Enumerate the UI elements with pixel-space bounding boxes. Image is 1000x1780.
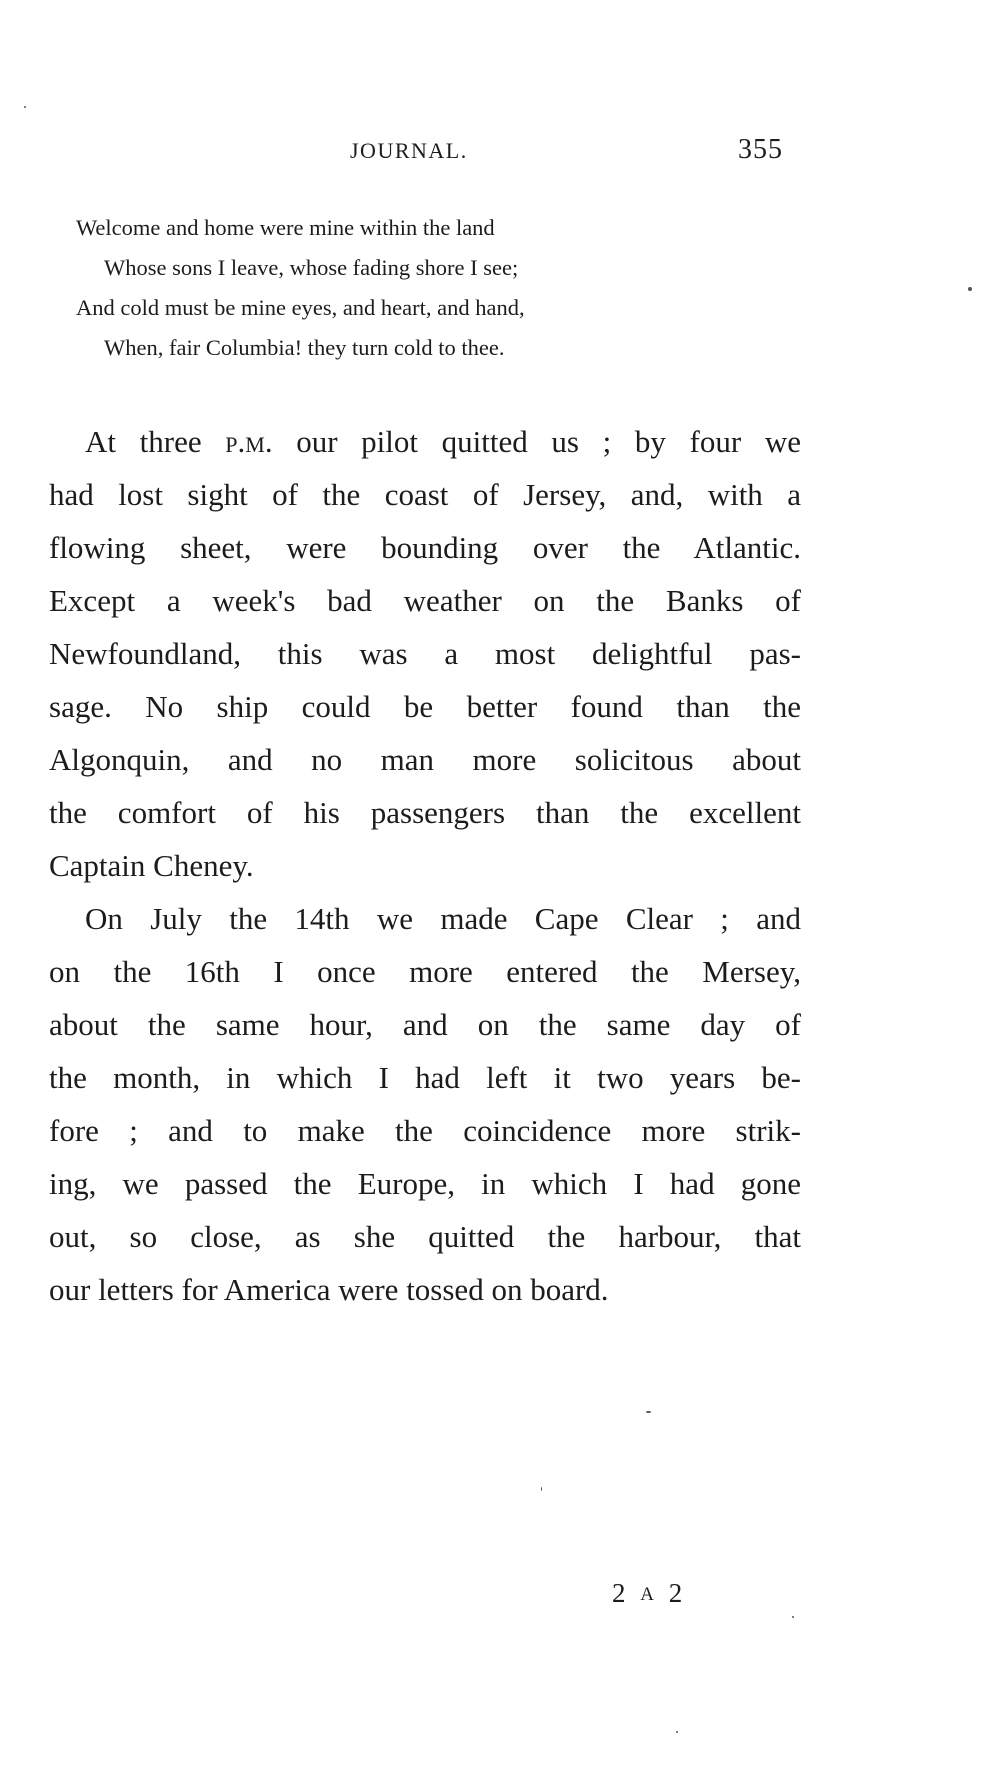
text-line: Captain Cheney. bbox=[49, 848, 254, 883]
text-line: out, so close, as she quitted the harbour, that bbox=[49, 1219, 801, 1254]
text-line: on the 16th I once more entered the Mersey, bbox=[49, 954, 801, 989]
printer-signature-mark bbox=[612, 1578, 686, 1609]
paragraph-2 bbox=[49, 892, 801, 1316]
pm-abbreviation: p.m. bbox=[225, 424, 273, 459]
text-fragment: our pilot quitted us ; by four we bbox=[272, 424, 801, 459]
signature-letter: A bbox=[640, 1584, 658, 1605]
text-line: Except a week's bad weather on the Banks of bbox=[49, 583, 801, 618]
text-line: fore ; and to make the coincidence more strik- bbox=[49, 1113, 801, 1148]
scan-speck bbox=[968, 287, 972, 291]
signature-number: 2 bbox=[612, 1578, 630, 1608]
text-line: the month, in which I had left it two years be- bbox=[49, 1060, 801, 1095]
text-line: Newfoundland, this was a most delightful pas- bbox=[49, 636, 801, 671]
body-text bbox=[49, 415, 801, 1316]
text-line: our letters for America were tossed on board. bbox=[49, 1272, 609, 1307]
running-title: JOURNAL. bbox=[350, 138, 468, 163]
verse-line: Welcome and home were mine within the land bbox=[76, 215, 495, 240]
text-line: had lost sight of the coast of Jersey, and, with a bbox=[49, 477, 801, 512]
scan-speck bbox=[792, 1616, 794, 1618]
signature-number: 2 bbox=[668, 1578, 687, 1608]
text-line: Algonquin, and no man more solicitous about bbox=[49, 742, 801, 777]
scan-speck bbox=[676, 1731, 678, 1733]
scan-speck bbox=[24, 106, 26, 108]
text-fragment: At three bbox=[85, 424, 226, 459]
text-line: sage. No ship could be better found than the bbox=[49, 689, 801, 724]
text-line: flowing sheet, were bounding over the Atlantic. bbox=[49, 530, 801, 565]
page-number: 355 bbox=[738, 134, 783, 165]
text-line: On July the 14th we made Cape Clear ; and bbox=[85, 901, 801, 936]
verse-stanza bbox=[76, 208, 776, 368]
verse-line: Whose sons I leave, whose fading shore I see; bbox=[104, 255, 519, 280]
paragraph-1 bbox=[49, 415, 801, 892]
verse-line: And cold must be mine eyes, and heart, and hand, bbox=[76, 295, 525, 320]
text-line bbox=[49, 415, 801, 468]
text-line: about the same hour, and on the same day of bbox=[49, 1007, 801, 1042]
scan-speck bbox=[646, 1411, 651, 1413]
verse-line: When, fair Columbia! they turn cold to thee. bbox=[104, 335, 505, 360]
text-line: ing, we passed the Europe, in which I had gone bbox=[49, 1166, 801, 1201]
text-line: the comfort of his passengers than the excellent bbox=[49, 795, 801, 830]
scan-speck bbox=[541, 1487, 542, 1491]
